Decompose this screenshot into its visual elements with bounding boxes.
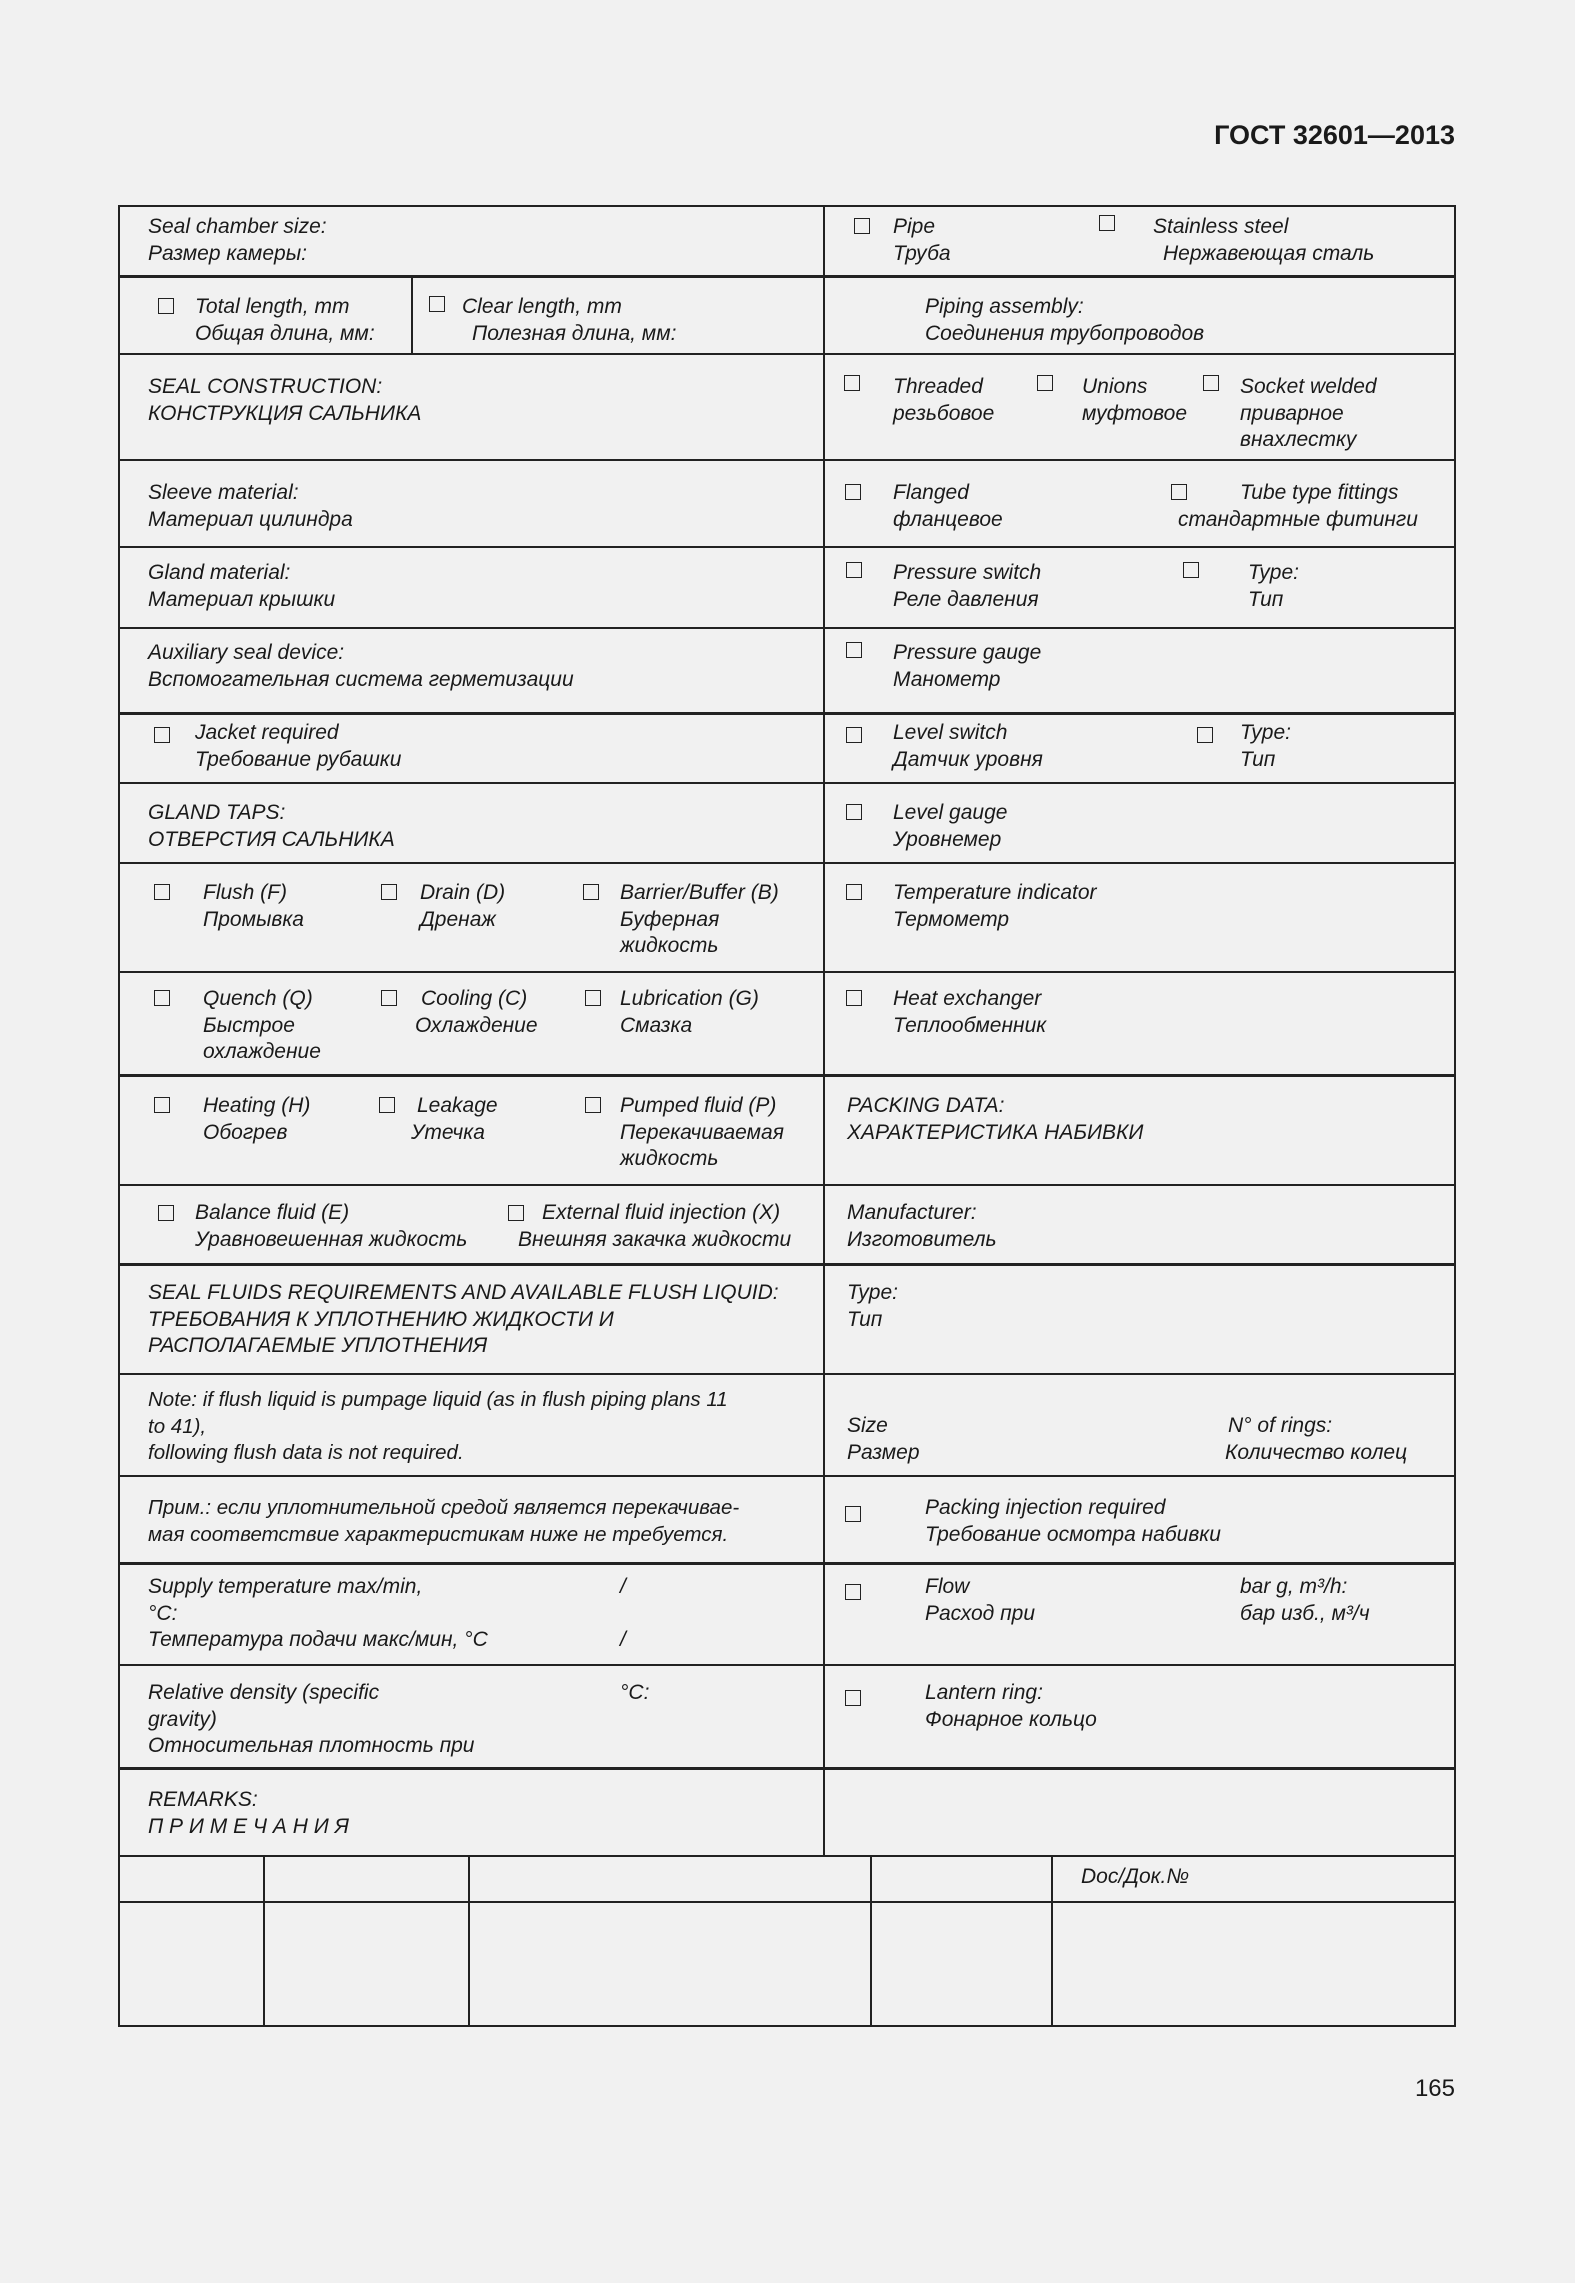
socket-welded-checkbox[interactable] <box>1203 375 1219 391</box>
row-divider <box>118 971 1456 973</box>
pipe-label: Pipe Труба <box>893 215 951 265</box>
pressure-switch-label: Pressure switch Реле давления <box>893 561 1042 611</box>
pressure-switch-checkbox[interactable] <box>846 562 862 578</box>
level-type-label: Type: Тип <box>1240 721 1291 771</box>
column-divider-small <box>411 277 413 353</box>
number-of-rings: N° of rings: Количество колец <box>1225 1414 1408 1464</box>
supply-slash-2: / <box>620 1628 626 1651</box>
flush-note-ru: Прим.: если уплотнительной средой является перекачивае- мая соответствие характеристикам ниже не требуется. <box>148 1496 740 1546</box>
flow-units: bar g, m³/h: бар изб., м³/ч <box>1240 1575 1370 1625</box>
clear-length-checkbox[interactable] <box>429 296 445 312</box>
row-divider <box>118 1901 1456 1903</box>
packing-injection-checkbox[interactable] <box>845 1506 861 1522</box>
unions-label: Unions муфтовое <box>1082 375 1187 425</box>
flow-checkbox[interactable] <box>845 1584 861 1600</box>
heating-checkbox[interactable] <box>154 1097 170 1113</box>
piping-assembly: Piping assembly: Соединения трубопроводов <box>925 295 1205 345</box>
sleeve-material: Sleeve material: Материал цилиндра <box>148 481 353 531</box>
row-divider <box>118 712 1456 715</box>
manufacturer: Manufacturer: Изготовитель <box>847 1201 997 1251</box>
row-divider <box>118 1263 1456 1266</box>
cooling-checkbox[interactable] <box>381 990 397 1006</box>
document-header: ГОСТ 32601—2013 <box>1214 120 1455 150</box>
pumped-fluid-checkbox[interactable] <box>585 1097 601 1113</box>
threaded-checkbox[interactable] <box>844 375 860 391</box>
balance-fluid-label: Balance fluid (E) Уравновешенная жидкость <box>195 1201 468 1251</box>
lantern-ring-checkbox[interactable] <box>845 1690 861 1706</box>
row-divider <box>118 459 1456 461</box>
lubrication-label: Lubrication (G) Смазка <box>620 987 759 1037</box>
footer-divider <box>1051 1855 1053 2027</box>
total-length-label: Total length, mm Общая длина, мм: <box>195 295 375 345</box>
seal-fluids-requirements: SEAL FLUIDS REQUIREMENTS AND AVAILABLE FLUSH LIQUID: ТРЕБОВАНИЯ К УПЛОТНЕНИЮ ЖИДКОСТИ И РАСПОЛАГАЕМЫЕ УПЛОТНЕНИЯ <box>148 1281 779 1357</box>
external-injection-label: External fluid injection (X) Внешняя закачка жидкости <box>518 1201 792 1251</box>
gland-taps: GLAND TAPS: ОТВЕРСТИЯ САЛЬНИКА <box>148 801 395 851</box>
level-switch-checkbox[interactable] <box>846 727 862 743</box>
row-divider <box>118 1664 1456 1666</box>
barrier-label: Barrier/Buffer (B) Буферная жидкость <box>620 881 779 957</box>
pressure-gauge-checkbox[interactable] <box>846 642 862 658</box>
heat-exchanger-label: Heat exchanger Теплообменник <box>893 987 1047 1037</box>
packing-injection-label: Packing injection required Требование осмотра набивки <box>925 1496 1221 1546</box>
row-divider <box>118 353 1456 355</box>
pressure-type-label: Type: Тип <box>1248 561 1299 611</box>
temperature-indicator-checkbox[interactable] <box>846 884 862 900</box>
cooling-label: Cooling (C) Охлаждение <box>415 987 538 1037</box>
row-divider <box>118 627 1456 629</box>
balance-fluid-checkbox[interactable] <box>158 1205 174 1221</box>
row-divider <box>118 546 1456 548</box>
pumped-fluid-label: Pumped fluid (P) Перекачиваемая жидкость <box>620 1094 784 1170</box>
pressure-gauge-label: Pressure gauge Манометр <box>893 641 1042 691</box>
level-gauge-checkbox[interactable] <box>846 804 862 820</box>
flush-checkbox[interactable] <box>154 884 170 900</box>
leakage-checkbox[interactable] <box>379 1097 395 1113</box>
row-divider <box>118 1074 1456 1077</box>
row-divider <box>118 1767 1456 1770</box>
row-divider <box>118 782 1456 784</box>
clear-length-label: Clear length, mm Полезная длина, мм: <box>462 295 677 345</box>
footer-divider <box>468 1855 470 2027</box>
threaded-label: Threaded резьбовое <box>893 375 995 425</box>
packing-type: Type: Тип <box>847 1281 898 1331</box>
row-divider <box>118 275 1456 278</box>
row-divider <box>118 1373 1456 1375</box>
doc-number-label: Doc/Док.№ <box>1081 1865 1190 1888</box>
tube-fittings-label: Tube type fittings стандартные фитинги <box>1178 481 1418 531</box>
flush-label: Flush (F) Промывка <box>203 881 304 931</box>
row-divider <box>118 1184 1456 1186</box>
seal-chamber-size: Seal chamber size: Размер камеры: <box>148 215 327 265</box>
drain-checkbox[interactable] <box>381 884 397 900</box>
packing-size: Size Размер <box>847 1414 920 1464</box>
lantern-ring-label: Lantern ring: Фонарное кольцо <box>925 1681 1097 1731</box>
page-number: 165 <box>1414 2075 1455 2102</box>
flow-label: Flow Расход при <box>925 1575 1036 1625</box>
lubrication-checkbox[interactable] <box>585 990 601 1006</box>
column-divider <box>823 205 825 1855</box>
packing-data: PACKING DATA: ХАРАКТЕРИСТИКА НАБИВКИ <box>847 1094 1144 1144</box>
flanged-label: Flanged фланцевое <box>893 481 1003 531</box>
jacket-required: Jacket required Требование рубашки <box>195 721 402 771</box>
row-divider <box>118 1855 1456 1857</box>
seal-construction: SEAL CONSTRUCTION: КОНСТРУКЦИЯ САЛЬНИКА <box>148 375 422 425</box>
drain-label: Drain (D) Дренаж <box>420 881 506 931</box>
jacket-checkbox[interactable] <box>154 727 170 743</box>
heating-label: Heating (H) Обогрев <box>203 1094 311 1144</box>
row-divider <box>118 1475 1456 1477</box>
remarks: REMARKS: П Р И М Е Ч А Н И Я <box>148 1788 349 1838</box>
unions-checkbox[interactable] <box>1037 375 1053 391</box>
footer-divider <box>870 1855 872 2027</box>
row-divider <box>118 1562 1456 1565</box>
density-unit: °C: <box>620 1681 650 1704</box>
flush-note: Note: if flush liquid is pumpage liquid (as in flush piping plans 11 to 41), following flush data is not required. <box>148 1388 728 1464</box>
footer-divider <box>263 1855 265 2027</box>
auxiliary-seal-device: Auxiliary seal device: Вспомогательная система герметизации <box>148 641 574 691</box>
level-gauge-label: Level gauge Уровнемер <box>893 801 1008 851</box>
relative-density: Relative density (specific gravity) Относительная плотность при <box>148 1681 475 1757</box>
gland-material: Gland material: Материал крышки <box>148 561 336 611</box>
quench-label: Quench (Q) Быстрое охлаждение <box>203 987 321 1063</box>
level-type-checkbox[interactable] <box>1197 727 1213 743</box>
supply-temperature: Supply temperature max/min, °C: Температура подачи макс/мин, °C <box>148 1575 488 1651</box>
supply-slash-1: / <box>620 1575 626 1598</box>
total-length-checkbox[interactable] <box>158 298 174 314</box>
row-divider <box>118 862 1456 864</box>
stainless-checkbox[interactable] <box>1099 215 1115 231</box>
stainless-label: Stainless steel Нержавеющая сталь <box>1153 215 1375 265</box>
pipe-checkbox[interactable] <box>854 218 870 234</box>
heat-exchanger-checkbox[interactable] <box>846 990 862 1006</box>
temperature-indicator-label: Temperature indicator Термометр <box>893 881 1097 931</box>
flanged-checkbox[interactable] <box>845 484 861 500</box>
pressure-type-checkbox[interactable] <box>1183 562 1199 578</box>
quench-checkbox[interactable] <box>154 990 170 1006</box>
level-switch-label: Level switch Датчик уровня <box>893 721 1043 771</box>
socket-welded-label: Socket welded приварное внахлестку <box>1240 375 1377 451</box>
leakage-label: Leakage Утечка <box>411 1094 498 1144</box>
barrier-checkbox[interactable] <box>583 884 599 900</box>
